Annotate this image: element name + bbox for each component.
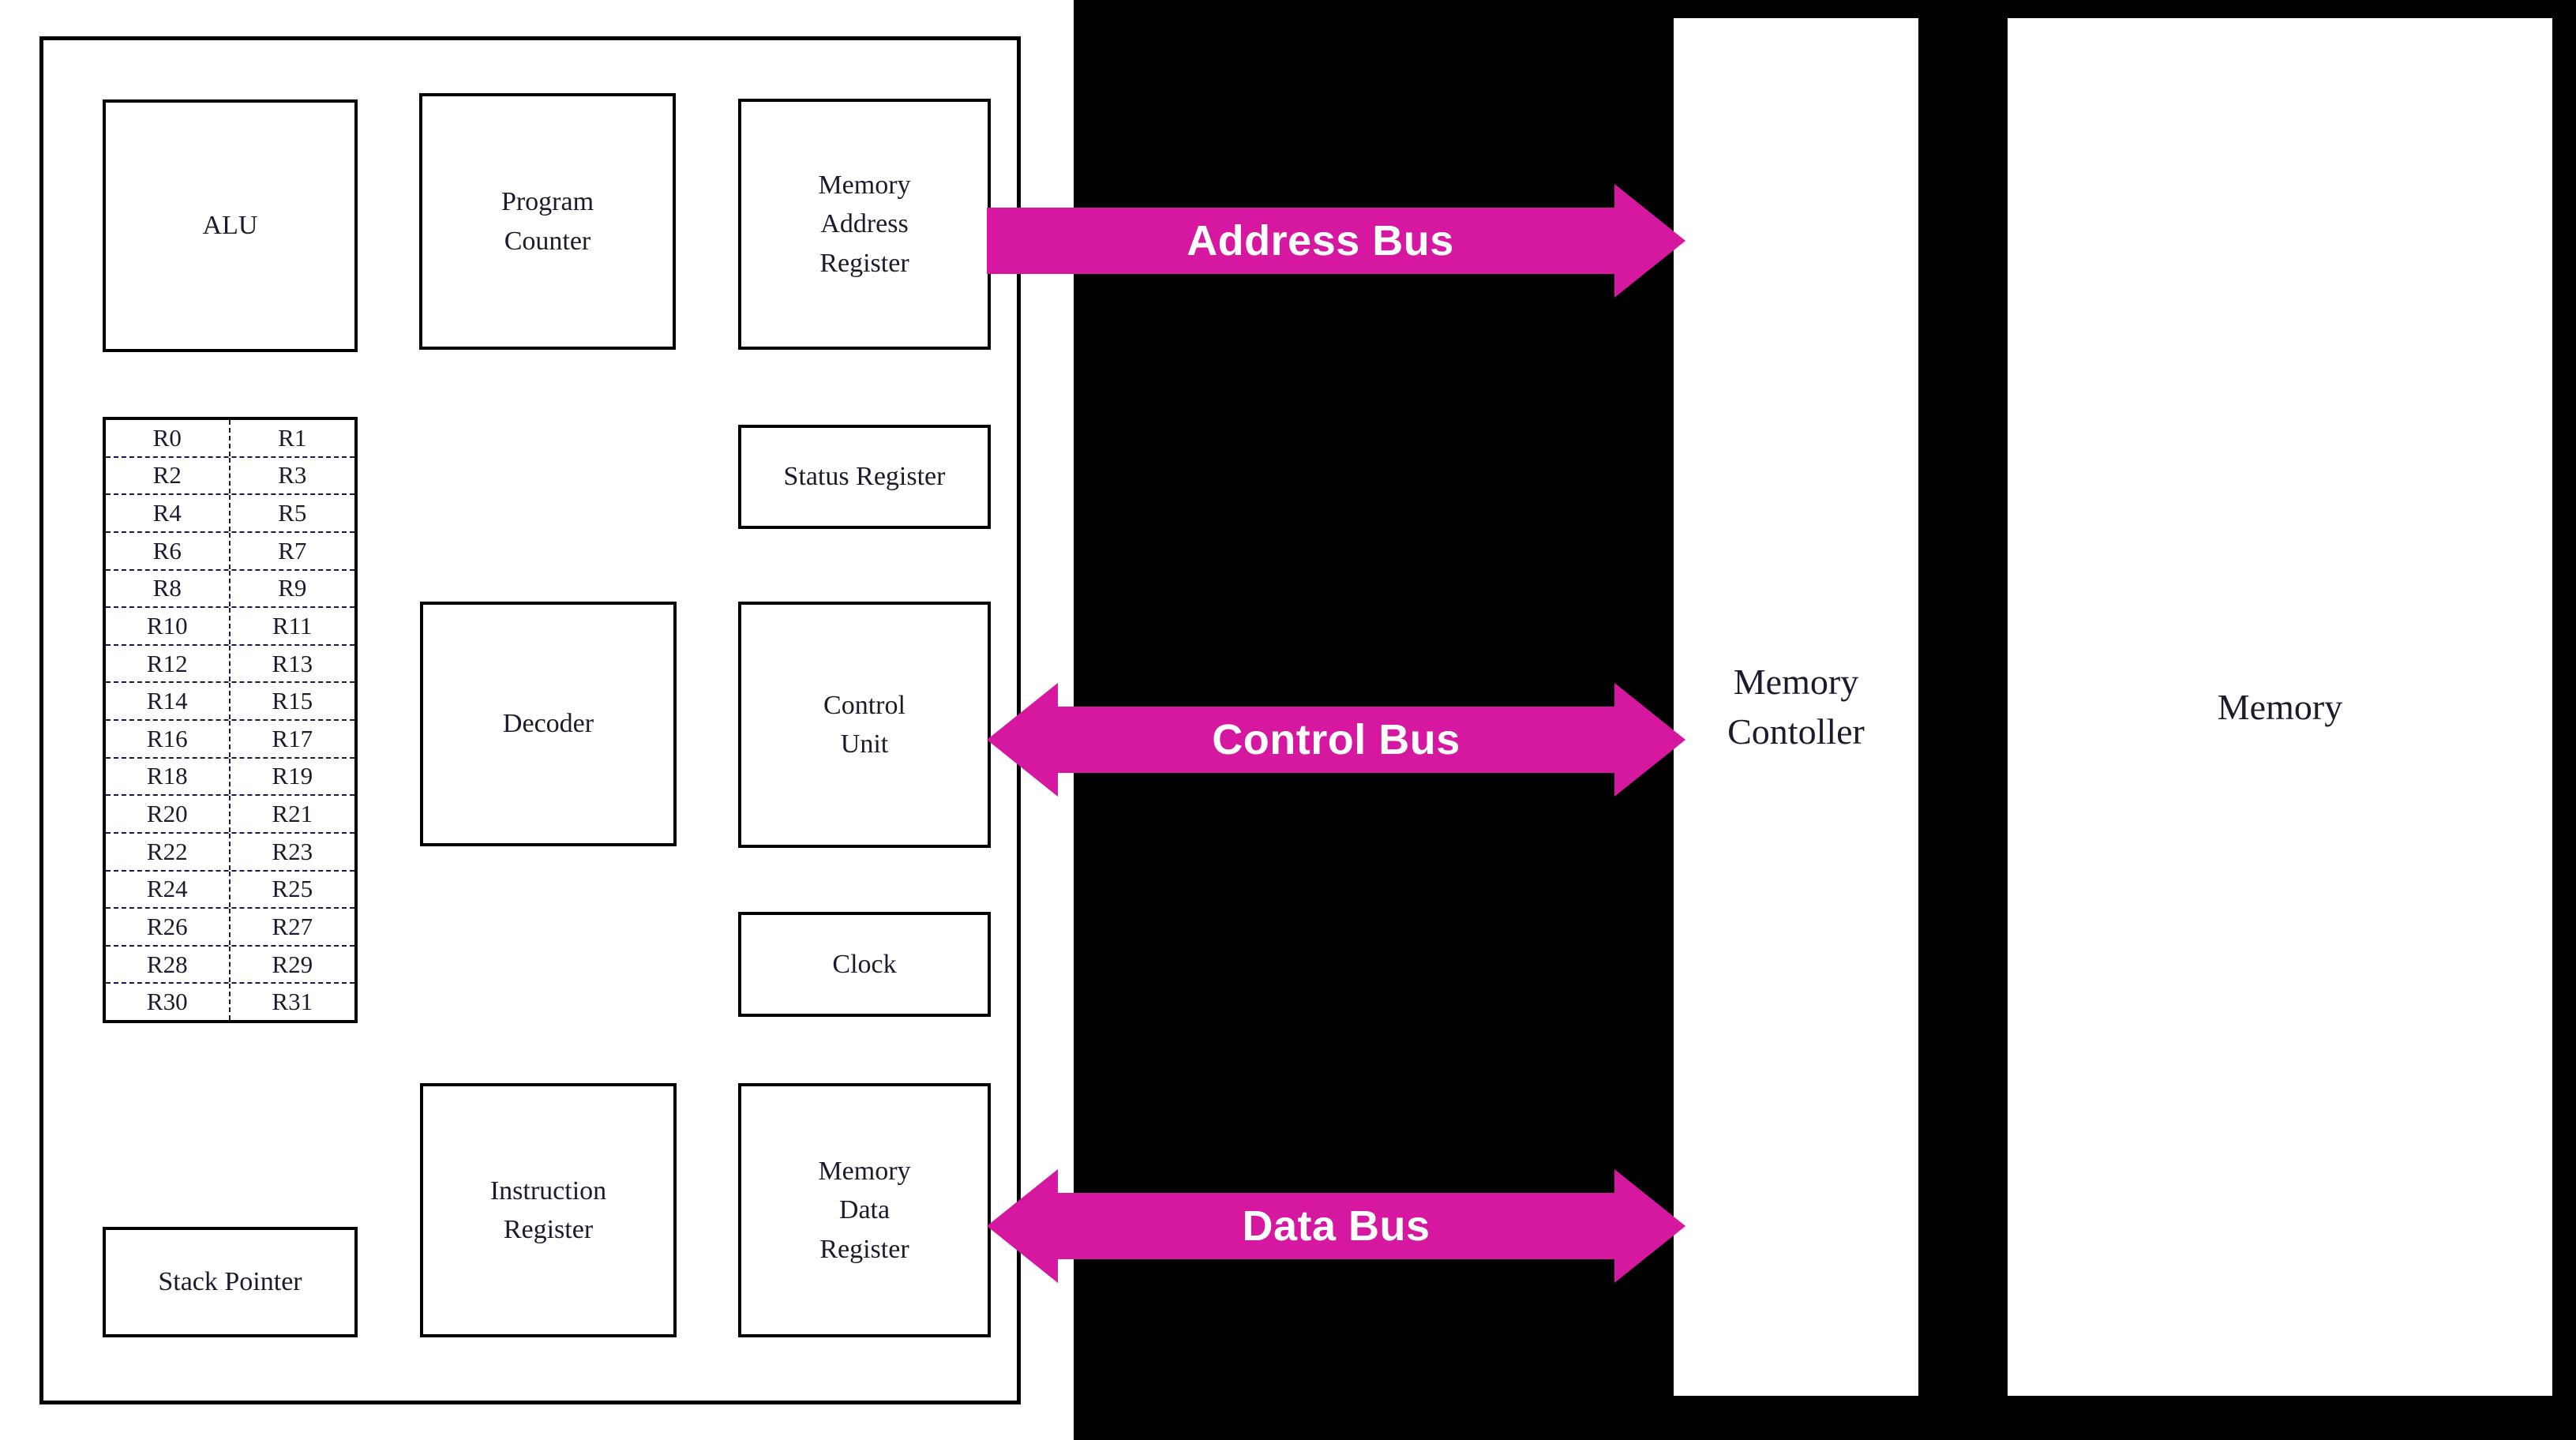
data-bus-arrow-right-icon [1614, 1169, 1685, 1283]
register-cell: R15 [272, 687, 313, 715]
register-row [106, 834, 354, 872]
register-row [106, 571, 354, 609]
instruction-register-label-line1: Instruction [489, 1176, 607, 1206]
memory-data-register-block [738, 1083, 991, 1337]
status-register-label: Status Register [783, 462, 946, 492]
memory-block [2004, 14, 2556, 1400]
control-bus-label: Control Bus [1212, 716, 1460, 763]
control-unit-block [738, 602, 991, 848]
mar-label-line3: Register [819, 248, 909, 278]
memory-controller-label-line1: Memory [1733, 662, 1859, 703]
address-bus [987, 182, 1685, 300]
register-row [106, 796, 354, 834]
stack-pointer-block [103, 1227, 358, 1337]
register-cell: R6 [106, 533, 231, 569]
control-bus [987, 681, 1685, 799]
register-row [106, 495, 354, 533]
data-bus-arrow-left-icon [987, 1169, 1058, 1283]
register-row [106, 909, 354, 947]
data-bus-label: Data Bus [1242, 1202, 1430, 1250]
register-cell: R20 [106, 796, 231, 832]
mdr-label-line1: Memory [818, 1157, 911, 1187]
register-row [106, 458, 354, 496]
register-cell: R17 [272, 724, 313, 752]
stack-pointer-label: Stack Pointer [158, 1267, 302, 1297]
register-cell: R2 [106, 458, 231, 494]
register-row [106, 646, 354, 684]
mdr-label-line3: Register [819, 1234, 909, 1264]
memory-controller-label-line2: Contoller [1727, 711, 1865, 752]
program-counter-label-line2: Counter [504, 226, 591, 256]
register-cell: R12 [106, 646, 231, 682]
register-cell: R1 [278, 423, 307, 452]
register-file [103, 417, 358, 1023]
mar-label-line1: Memory [818, 171, 911, 201]
clock-label: Clock [832, 949, 897, 979]
address-bus-label: Address Bus [1187, 217, 1454, 264]
decoder-label: Decoder [502, 709, 594, 739]
register-cell: R22 [106, 834, 231, 870]
cpu-panel [0, 0, 1074, 1440]
register-cell: R0 [106, 420, 231, 456]
status-register-block [738, 425, 991, 529]
register-cell: R3 [278, 461, 307, 489]
register-cell: R5 [278, 499, 307, 527]
register-row [106, 420, 354, 458]
register-cell: R29 [272, 950, 313, 978]
register-cell: R10 [106, 608, 231, 644]
program-counter-block [419, 93, 676, 350]
data-bus [987, 1167, 1685, 1285]
register-cell: R28 [106, 947, 231, 983]
register-cell: R9 [278, 574, 307, 602]
control-unit-label-line2: Unit [840, 729, 889, 759]
memory-controller-block [1670, 14, 1922, 1400]
register-cell: R25 [272, 875, 313, 903]
register-row [106, 872, 354, 909]
register-cell: R26 [106, 909, 231, 945]
register-cell: R11 [272, 611, 313, 639]
instruction-register-label-line2: Register [503, 1215, 594, 1244]
register-row [106, 721, 354, 759]
mdr-label-line2: Data [838, 1195, 891, 1225]
program-counter-label-line1: Program [501, 187, 594, 217]
register-cell: R14 [106, 683, 231, 719]
alu-block [103, 99, 358, 352]
register-cell: R19 [272, 762, 313, 790]
memory-address-register-block [738, 99, 991, 350]
instruction-register-block [420, 1083, 677, 1337]
address-bus-arrow-right-icon [1614, 184, 1685, 298]
register-cell: R4 [106, 495, 231, 531]
control-bus-arrow-left-icon [987, 683, 1058, 797]
register-row [106, 759, 354, 797]
control-bus-arrow-right-icon [1614, 683, 1685, 797]
register-cell: R7 [278, 536, 307, 564]
register-cell: R21 [272, 800, 313, 828]
register-cell: R13 [272, 649, 313, 677]
register-row [106, 683, 354, 721]
memory-label: Memory [2217, 687, 2343, 727]
register-cell: R23 [272, 837, 313, 865]
register-row [106, 608, 354, 646]
register-row [106, 984, 354, 1020]
register-cell: R16 [106, 721, 231, 757]
control-unit-label-line1: Control [823, 690, 906, 720]
register-cell: R30 [106, 984, 231, 1020]
register-cell: R8 [106, 571, 231, 607]
register-row [106, 947, 354, 984]
decoder-block [420, 602, 677, 846]
alu-label: ALU [202, 211, 258, 241]
register-cell: R18 [106, 759, 231, 795]
register-cell: R31 [272, 988, 313, 1016]
clock-block [738, 912, 991, 1017]
mar-label-line2: Address [820, 209, 909, 239]
register-row [106, 533, 354, 571]
register-cell: R27 [272, 912, 313, 940]
register-cell: R24 [106, 872, 231, 908]
